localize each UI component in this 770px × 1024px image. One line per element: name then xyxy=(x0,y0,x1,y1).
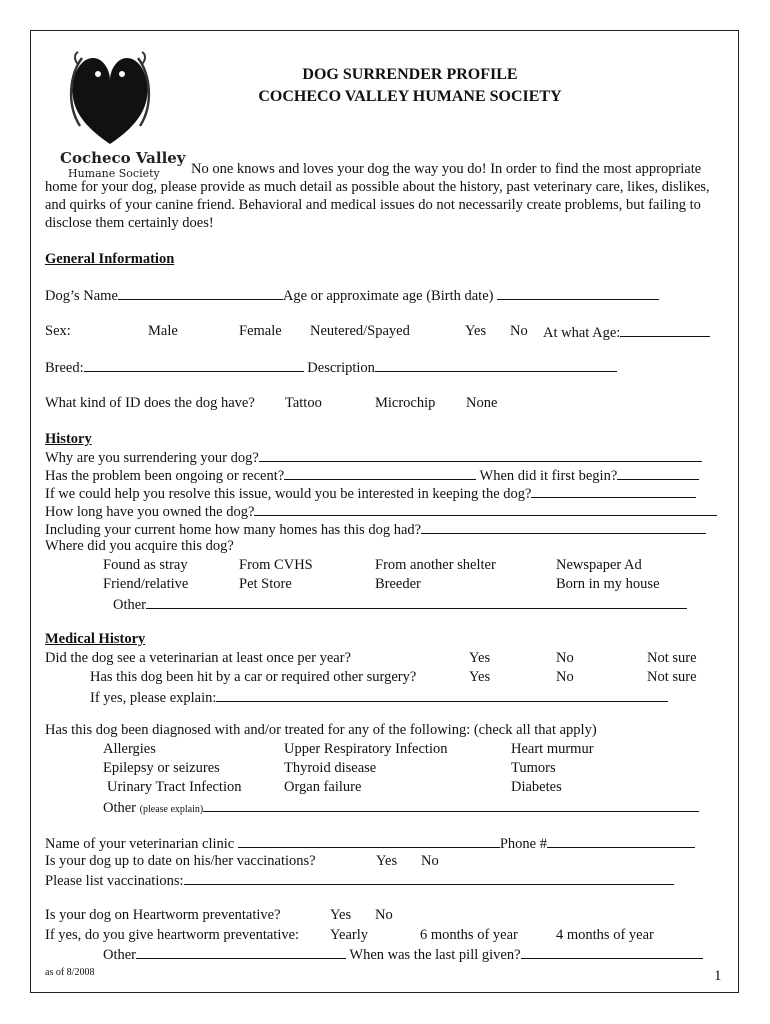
breed-field[interactable] xyxy=(84,358,304,372)
id-tattoo-option[interactable]: Tattoo xyxy=(285,395,322,411)
hit-by-car-yes[interactable]: Yes xyxy=(469,669,491,685)
acquire-breeder-option[interactable]: Breeder xyxy=(375,576,421,592)
clinic-label: Name of your veterinarian clinic xyxy=(45,836,235,852)
acquire-label: Where did you acquire this dog? xyxy=(45,538,234,554)
vet-yearly-yes[interactable]: Yes xyxy=(469,650,491,666)
sex-label: Sex: xyxy=(45,323,71,339)
homes-row xyxy=(45,520,706,539)
acquire-born-option[interactable]: Born in my house xyxy=(556,576,660,592)
how-long-row xyxy=(45,502,717,521)
hw-six-months-option[interactable]: 6 months of year xyxy=(420,927,518,943)
explain-row xyxy=(90,688,668,707)
acquire-cvhs-option[interactable]: From CVHS xyxy=(239,557,313,573)
vaccinations-yes[interactable]: Yes xyxy=(376,853,398,869)
sex-male-option[interactable]: Male xyxy=(148,323,178,339)
hw-other-field[interactable] xyxy=(136,945,346,959)
form-title: DOG SURRENDER PROFILE xyxy=(302,66,518,83)
cond-uri[interactable]: Upper Respiratory Infection xyxy=(284,741,448,757)
cond-organ-failure[interactable]: Organ failure xyxy=(284,779,362,795)
cond-thyroid[interactable]: Thyroid disease xyxy=(284,760,377,776)
homes-field[interactable] xyxy=(421,520,706,534)
age-label: Age or approximate age (Birth date) xyxy=(282,288,494,304)
clinic-row xyxy=(45,834,695,853)
ongoing-row xyxy=(45,466,699,485)
age-field[interactable] xyxy=(497,286,659,300)
vet-yearly-label: Did the dog see a veterinarian at least once per year? xyxy=(45,650,351,666)
hit-by-car-no[interactable]: No xyxy=(556,669,574,685)
cond-allergies[interactable]: Allergies xyxy=(103,741,156,757)
why-label: Why are you surrendering your dog? xyxy=(45,450,259,466)
ongoing-label: Has the problem been ongoing or recent? xyxy=(45,468,285,484)
hit-by-car-not-sure[interactable]: Not sure xyxy=(647,669,697,685)
heartworm-yes[interactable]: Yes xyxy=(330,907,352,923)
acquire-petstore-option[interactable]: Pet Store xyxy=(239,576,292,592)
id-none-option[interactable]: None xyxy=(466,395,498,411)
when-begin-label: When did it first begin? xyxy=(479,468,618,484)
page-number: 1 xyxy=(714,968,722,984)
explain-label: If yes, please explain: xyxy=(90,690,217,706)
hw-four-months-option[interactable]: 4 months of year xyxy=(556,927,654,943)
description-label: Description xyxy=(307,360,375,376)
acquire-newspaper-option[interactable]: Newspaper Ad xyxy=(556,557,642,573)
id-question: What kind of ID does the dog have? xyxy=(45,395,255,411)
clinic-field[interactable] xyxy=(238,834,500,848)
hit-by-car-label: Has this dog been hit by a car or required other surgery? xyxy=(90,669,417,685)
cond-other-row xyxy=(103,798,699,817)
humane-society-logo xyxy=(60,44,160,154)
breed-label: Breed: xyxy=(45,360,84,376)
history-heading: History xyxy=(45,431,92,447)
resolve-label: If we could help you resolve this issue, would you be interested in keeping the dog? xyxy=(45,486,532,502)
dogs-name-label: Dog’s Name xyxy=(45,288,118,304)
description-field[interactable] xyxy=(375,358,617,372)
vet-yearly-not-sure[interactable]: Not sure xyxy=(647,650,697,666)
how-long-label: How long have you owned the dog? xyxy=(45,504,255,520)
at-what-age-row xyxy=(543,323,710,342)
acquire-other-row xyxy=(113,595,687,614)
acquire-stray-option[interactable]: Found as stray xyxy=(103,557,188,573)
when-begin-field[interactable] xyxy=(617,466,699,480)
acquire-other-label: Other xyxy=(113,597,147,613)
hw-other-label: Other xyxy=(103,947,137,963)
acquire-other-field[interactable] xyxy=(146,595,687,609)
general-info-heading: General Information xyxy=(45,251,175,267)
homes-label: Including your current home how many homes has this dog had? xyxy=(45,522,422,538)
id-microchip-option[interactable]: Microchip xyxy=(375,395,436,411)
list-vacc-field[interactable] xyxy=(184,871,674,885)
neutered-label: Neutered/Spayed xyxy=(310,323,410,339)
ongoing-field[interactable] xyxy=(284,466,476,480)
dogs-name-field[interactable] xyxy=(118,286,283,300)
at-what-age-label: At what Age: xyxy=(543,325,621,341)
hw-other-row xyxy=(103,945,703,964)
cond-epilepsy[interactable]: Epilepsy or seizures xyxy=(103,760,220,776)
diagnosed-label: Has this dog been diagnosed with and/or treated for any of the following: (check all that apply) xyxy=(45,722,597,738)
vaccinations-label: Is your dog up to date on his/her vaccinations? xyxy=(45,853,316,869)
cond-uti[interactable]: Urinary Tract Infection xyxy=(107,779,242,795)
explain-field[interactable] xyxy=(216,688,668,702)
cond-diabetes[interactable]: Diabetes xyxy=(511,779,562,795)
last-pill-label: When was the last pill given? xyxy=(349,947,521,963)
acquire-friend-option[interactable]: Friend/relative xyxy=(103,576,189,592)
vet-yearly-no[interactable]: No xyxy=(556,650,574,666)
neutered-yes-option[interactable]: Yes xyxy=(465,323,487,339)
why-row xyxy=(45,448,702,467)
vaccinations-no[interactable]: No xyxy=(421,853,439,869)
cond-other-field[interactable] xyxy=(203,798,699,812)
list-vacc-row xyxy=(45,871,674,890)
list-vacc-label: Please list vaccinations: xyxy=(45,873,184,889)
medical-heading: Medical History xyxy=(45,631,146,647)
neutered-no-option[interactable]: No xyxy=(510,323,528,339)
revision-date: as of 8/2008 xyxy=(45,967,95,978)
hw-yearly-option[interactable]: Yearly xyxy=(330,927,368,943)
at-what-age-field[interactable] xyxy=(620,323,710,337)
heartworm-label: Is your dog on Heartworm preventative? xyxy=(45,907,281,923)
phone-field[interactable] xyxy=(547,834,695,848)
cond-tumors[interactable]: Tumors xyxy=(511,760,556,776)
phone-label: Phone # xyxy=(499,836,547,852)
logo-line1: Cocheco Valley xyxy=(60,149,186,167)
breed-row xyxy=(45,358,617,377)
why-field[interactable] xyxy=(259,448,702,462)
how-long-field[interactable] xyxy=(254,502,717,516)
last-pill-field[interactable] xyxy=(521,945,703,959)
organization-title: COCHECO VALLEY HUMANE SOCIETY xyxy=(258,88,562,105)
hw-frequency-label: If yes, do you give heartworm preventative: xyxy=(45,927,300,943)
dogs-name-row xyxy=(45,286,659,305)
intro-paragraph: No one knows and loves your dog the way you do! In order to find the most appropriate home for your dog, please provide as much detail as possible about the history, past veterinary care, likes, dislikes, and quirks of your canine friend. Behavioral and medical issues do not necessarily create problems, but failing to disclose them certainly does! xyxy=(45,161,710,231)
logo-line2: Humane Society xyxy=(68,167,160,180)
sex-female-option[interactable]: Female xyxy=(239,323,282,339)
cond-heart-murmur[interactable]: Heart murmur xyxy=(511,741,594,757)
cond-other-label: Other xyxy=(103,800,137,816)
resolve-row xyxy=(45,484,696,503)
heartworm-no[interactable]: No xyxy=(375,907,393,923)
please-explain-label: (please explain) xyxy=(139,804,204,815)
acquire-shelter-option[interactable]: From another shelter xyxy=(375,557,496,573)
resolve-field[interactable] xyxy=(531,484,696,498)
